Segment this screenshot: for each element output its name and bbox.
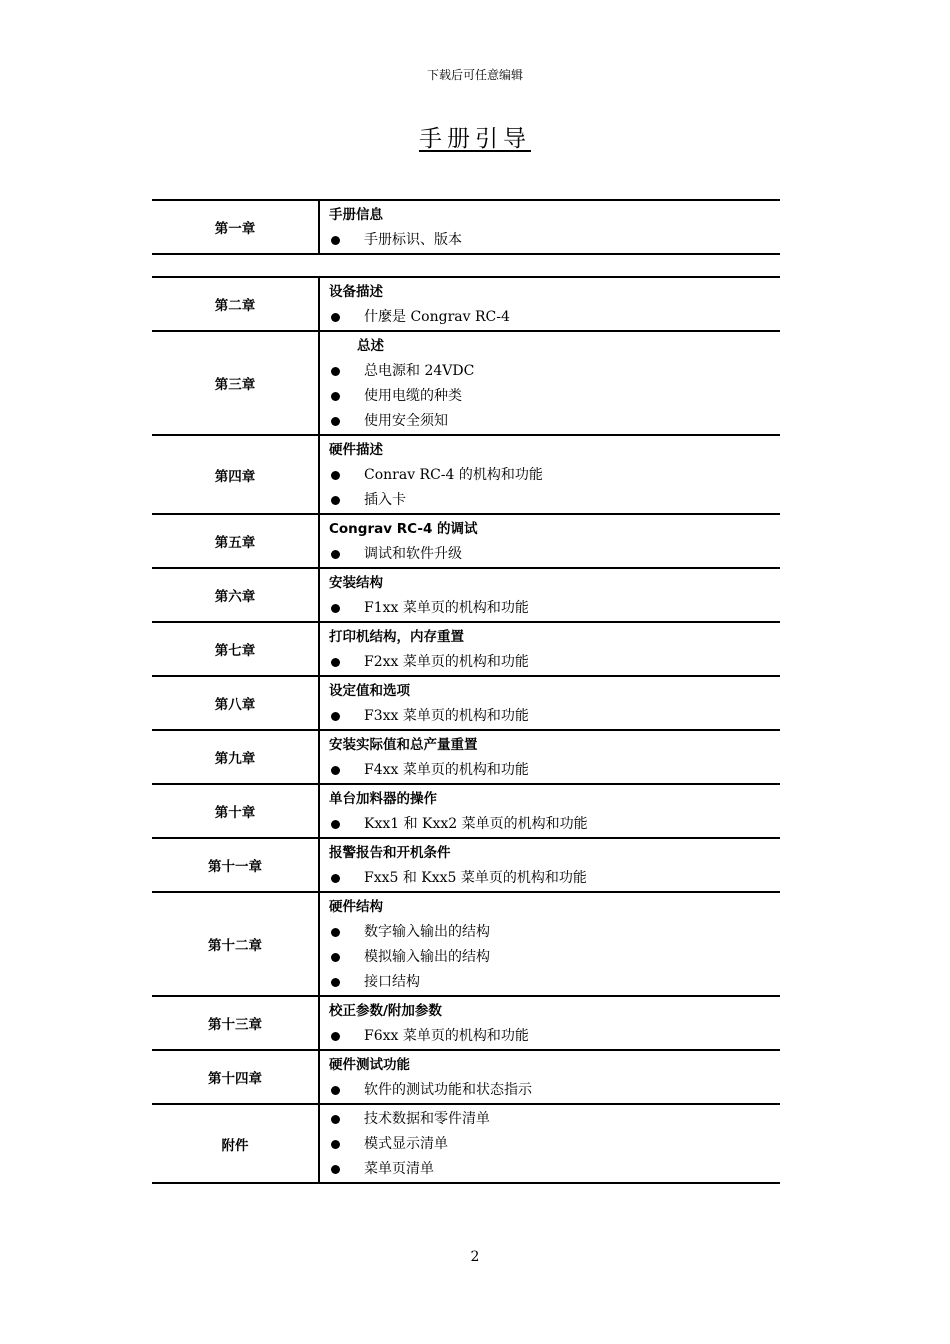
chapter-label: 第一章 — [152, 201, 320, 253]
bullet-dot-icon — [331, 367, 340, 376]
chapter-label: 第十一章 — [152, 839, 320, 891]
chapter-label: 第八章 — [152, 677, 320, 729]
chapter-contents — [320, 569, 780, 621]
toc-row — [152, 893, 780, 997]
toc-row — [152, 515, 780, 569]
bullet-text: 使用安全须知 — [364, 413, 448, 429]
toc-row — [152, 839, 780, 893]
chapter-contents — [320, 1105, 780, 1182]
bullet-text: F2xx 菜单页的机构和功能 — [364, 654, 529, 670]
bullet-item — [329, 359, 780, 384]
bullet-text: F4xx 菜单页的机构和功能 — [364, 762, 529, 778]
bullet-text: 使用电缆的种类 — [364, 388, 462, 404]
chapter-title: 设备描述 — [329, 284, 383, 300]
toc-table-chapter-1 — [152, 199, 780, 255]
bullet-text: 模式显示清单 — [364, 1136, 448, 1152]
bullet-item — [329, 1157, 780, 1182]
chapter-label: 第十二章 — [152, 893, 320, 995]
bullet-dot-icon — [331, 471, 340, 480]
chapter-label: 附件 — [152, 1105, 320, 1182]
toc-row — [152, 436, 780, 515]
chapter-title: 安装结构 — [329, 575, 383, 591]
bullet-text: 插入卡 — [364, 492, 406, 508]
chapter-label: 第十三章 — [152, 997, 320, 1049]
chapter-contents — [320, 515, 780, 567]
bullet-item — [329, 488, 780, 513]
bullet-item — [329, 1078, 780, 1103]
bullet-text: 数字输入输出的结构 — [364, 924, 490, 940]
chapter-label: 第二章 — [152, 278, 320, 330]
bullet-item — [329, 384, 780, 409]
bullet-text: 模拟输入输出的结构 — [364, 949, 490, 965]
toc-row — [152, 997, 780, 1051]
chapter-title: 总述 — [357, 338, 384, 354]
toc-row — [152, 731, 780, 785]
chapter-title: 安装实际值和总产量重置 — [329, 737, 478, 753]
document-title-text: 手册引导 — [419, 126, 531, 152]
bullet-dot-icon — [331, 1086, 340, 1095]
chapter-contents — [320, 1051, 780, 1103]
bullet-dot-icon — [331, 1140, 340, 1149]
bullet-dot-icon — [331, 236, 340, 245]
bullet-dot-icon — [331, 1165, 340, 1174]
bullet-item — [329, 305, 780, 330]
toc-row — [152, 623, 780, 677]
chapter-contents — [320, 997, 780, 1049]
bullet-dot-icon — [331, 313, 340, 322]
chapter-title: 报警报告和开机条件 — [329, 845, 451, 861]
chapter-label: 第九章 — [152, 731, 320, 783]
toc-row — [152, 276, 780, 332]
bullet-item — [329, 542, 780, 567]
bullet-text: 总电源和 24VDC — [364, 363, 475, 379]
bullet-dot-icon — [331, 550, 340, 559]
bullet-text: 手册标识、版本 — [364, 232, 462, 248]
bullet-dot-icon — [331, 928, 340, 937]
bullet-text: 软件的测试功能和状态指示 — [364, 1082, 532, 1098]
toc-table-main — [152, 276, 780, 1184]
document-title — [0, 120, 950, 153]
page-number: 2 — [470, 1249, 480, 1265]
bullet-text: F1xx 菜单页的机构和功能 — [364, 600, 529, 616]
bullet-item — [329, 1107, 780, 1132]
chapter-contents — [320, 436, 780, 513]
chapter-contents — [320, 785, 780, 837]
bullet-dot-icon — [331, 820, 340, 829]
bullet-dot-icon — [331, 766, 340, 775]
bullet-text: Conrav RC-4 的机构和功能 — [364, 467, 543, 483]
bullet-item — [329, 650, 780, 675]
bullet-item — [329, 758, 780, 783]
chapter-label: 第七章 — [152, 623, 320, 675]
bullet-item — [329, 704, 780, 729]
bullet-dot-icon — [331, 953, 340, 962]
bullet-item — [329, 228, 780, 253]
bullet-item — [329, 409, 780, 434]
bullet-text: 调试和软件升级 — [364, 546, 462, 562]
bullet-dot-icon — [331, 712, 340, 721]
chapter-title: 手册信息 — [329, 207, 383, 223]
bullet-text: F6xx 菜单页的机构和功能 — [364, 1028, 529, 1044]
bullet-dot-icon — [331, 496, 340, 505]
toc-row — [152, 785, 780, 839]
bullet-dot-icon — [331, 1032, 340, 1041]
bullet-dot-icon — [331, 978, 340, 987]
bullet-item — [329, 812, 780, 837]
bullet-text: 技术数据和零件清单 — [364, 1111, 490, 1127]
chapter-contents — [320, 893, 780, 995]
bullet-item — [329, 463, 780, 488]
chapter-title: 打印机结构，内存重置 — [329, 629, 464, 645]
bullet-dot-icon — [331, 604, 340, 613]
bullet-item — [329, 945, 780, 970]
bullet-text: F3xx 菜单页的机构和功能 — [364, 708, 529, 724]
bullet-item — [329, 1132, 780, 1157]
bullet-dot-icon — [331, 417, 340, 426]
chapter-label: 第十四章 — [152, 1051, 320, 1103]
chapter-contents — [320, 201, 780, 253]
chapter-contents — [320, 677, 780, 729]
chapter-contents — [320, 623, 780, 675]
toc-row — [152, 199, 780, 255]
chapter-title: 硬件测试功能 — [329, 1057, 410, 1073]
toc-row — [152, 1105, 780, 1184]
chapter-contents — [320, 731, 780, 783]
chapter-label: 第四章 — [152, 436, 320, 513]
bullet-text: 什麼是 Congrav RC-4 — [364, 309, 510, 325]
bullet-dot-icon — [331, 874, 340, 883]
chapter-label: 第十章 — [152, 785, 320, 837]
chapter-title: 硬件结构 — [329, 899, 383, 915]
chapter-contents — [320, 278, 780, 330]
toc-row — [152, 677, 780, 731]
chapter-title: 单台加料器的操作 — [329, 791, 437, 807]
bullet-item — [329, 1024, 780, 1049]
toc-row — [152, 332, 780, 436]
bullet-item — [329, 596, 780, 621]
chapter-title: 校正参数/附加参数 — [329, 1003, 442, 1019]
toc-row — [152, 1051, 780, 1105]
chapter-label: 第三章 — [152, 332, 320, 434]
chapter-label: 第五章 — [152, 515, 320, 567]
chapter-label: 第六章 — [152, 569, 320, 621]
bullet-dot-icon — [331, 658, 340, 667]
chapter-title: 设定值和选项 — [329, 683, 410, 699]
bullet-text: 菜单页清单 — [364, 1161, 434, 1177]
bullet-item — [329, 866, 780, 891]
bullet-dot-icon — [331, 1115, 340, 1124]
chapter-contents — [320, 839, 780, 891]
bullet-item — [329, 970, 780, 995]
bullet-text: Fxx5 和 Kxx5 菜单页的机构和功能 — [364, 870, 587, 886]
bullet-text: 接口结构 — [364, 974, 420, 990]
chapter-title: 硬件描述 — [329, 442, 383, 458]
toc-row — [152, 569, 780, 623]
bullet-item — [329, 920, 780, 945]
bullet-dot-icon — [331, 392, 340, 401]
chapter-contents — [320, 332, 780, 434]
bullet-text: Kxx1 和 Kxx2 菜单页的机构和功能 — [364, 816, 588, 832]
header-note: 下载后可任意编辑 — [426, 68, 523, 82]
chapter-title: Congrav RC-4 的调试 — [329, 521, 478, 537]
